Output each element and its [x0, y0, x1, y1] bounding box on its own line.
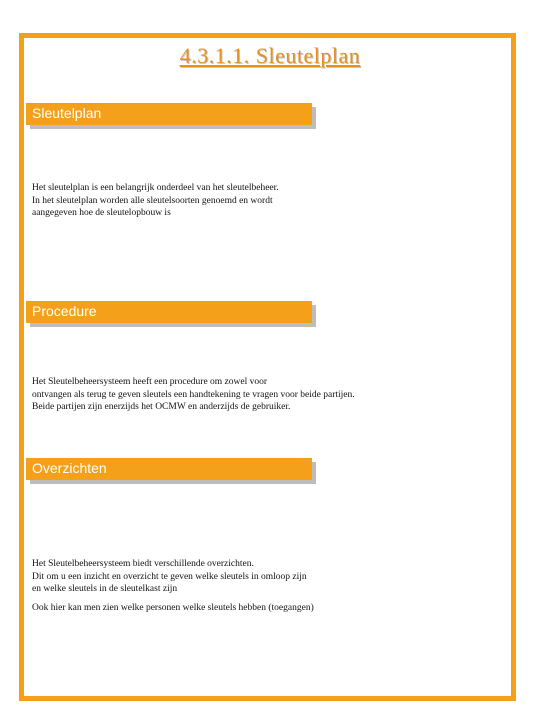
text-line: Ook hier kan men zien welke personen welke sleutels hebben (toegangen)	[32, 602, 314, 613]
text-line: Het Sleutelbeheersysteem heeft een procedure om zowel voor	[32, 377, 268, 387]
text-line: Het sleutelplan is een belangrijk onderdeel van het sleutelbeheer.	[32, 183, 279, 193]
section-heading: Overzichten	[32, 460, 107, 476]
section-heading: Sleutelplan	[32, 105, 102, 121]
text-line: Dit om u een inzicht en overzicht te geven welke sleutels in omloop zijn	[32, 571, 307, 582]
text-line: en welke sleutels in de sleutelkast zijn	[32, 584, 178, 594]
section-header-procedure	[26, 301, 312, 323]
section-text-sleutelplan	[32, 182, 492, 220]
text-line: Beide partijen zijn enerzijds het OCMW en anderzijds de gebruiker.	[32, 402, 291, 412]
text-line: aangegeven hoe de sleutelopbouw is	[32, 208, 171, 218]
text-line: ontvangen als terug te geven sleutels een handtekening te vragen voor beide partijen.	[32, 389, 355, 400]
section-heading: Procedure	[32, 303, 97, 319]
section-header-sleutelplan	[26, 103, 312, 125]
section-header-overzichten	[26, 458, 312, 480]
text-line: Het Sleutelbeheersysteem biedt verschillende overzichten.	[32, 559, 254, 569]
section-text-procedure	[32, 376, 492, 414]
text-line: In het sleutelplan worden alle sleutelsoorten genoemd en wordt	[32, 195, 273, 206]
section-text-overzichten	[32, 558, 492, 614]
page-title: 4.3.1.1. Sleutelplan	[179, 43, 361, 68]
